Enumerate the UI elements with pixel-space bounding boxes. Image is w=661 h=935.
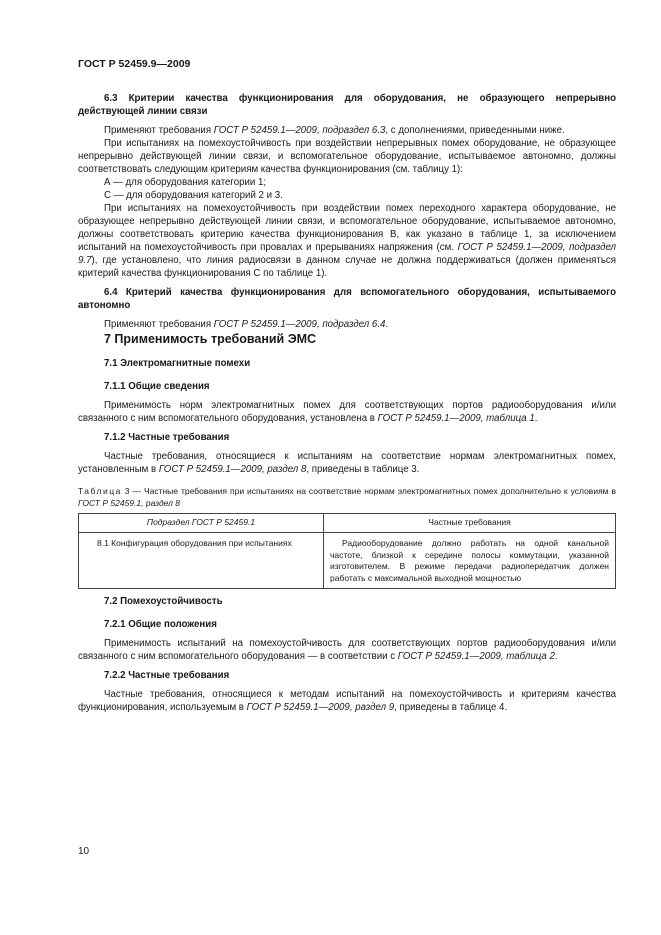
table-3 <box>78 513 616 589</box>
list-item-a: А — для оборудования категории 1; <box>104 177 267 188</box>
section-6-4-title: 6.4 Критерий качества функционирования для вспомогательного оборудования, испытываемого автономно <box>78 287 616 311</box>
section-7-title: 7 Применимость требований ЭМС <box>104 332 317 346</box>
table-3-caption: Таблица 3 — Частные требования при испытаниях на соответствие нормам электромагнитных помех дополнительно к условиям в ГОСТ Р 52459.1, раздел 8 <box>78 486 616 508</box>
section-6-3-para-1: Применяют требования ГОСТ Р 52459.1—2009, подраздел 6.3, с дополнениями, приведенными ниже. <box>104 125 565 136</box>
section-6-3-para-2: При испытаниях на помехоустойчивость при воздействии непрерывных помех оборудование, не образующее непрерывно действующей линии связи, и вспомогательное оборудование, испытываемое автономно, должны соответствовать следующим критериям качества функционирования (см. таблицу 1): <box>78 138 616 175</box>
section-6-3-title: 6.3 Критерии качества функционирования для оборудования, не образующего непрерывно действующей линии связи <box>78 93 616 117</box>
section-7-2-2-title: 7.2.2 Частные требования <box>104 670 230 681</box>
section-7-1-1-para: Применимость норм электромагнитных помех для соответствующих портов радиооборудования и/или связанного с ним вспомогательного оборудования, установлена в ГОСТ Р 52459.1—2009, таблица 1. <box>78 400 616 424</box>
section-7-1-2-para: Частные требования, относящиеся к испытаниям на соответствие нормам электромагнитных помех, установленным в ГОСТ Р 52459.1—2009, раздел 8, приведены в таблице 3. <box>78 451 616 475</box>
page-content <box>78 92 616 714</box>
section-7-1-2-title: 7.1.2 Частные требования <box>104 432 230 443</box>
document-header: ГОСТ Р 52459.9—2009 <box>78 58 191 70</box>
section-7-1-title: 7.1 Электромагнитные помехи <box>104 358 251 369</box>
section-7-1-1-title: 7.1.1 Общие сведения <box>104 381 210 392</box>
table-header-cell: Частные требования <box>324 514 616 533</box>
list-item-c: С — для оборудования категорий 2 и 3. <box>104 190 283 201</box>
section-6-4-para: Применяют требования ГОСТ Р 52459.1—2009, подраздел 6.4. <box>104 319 389 330</box>
section-7-2-1-para: Применимость испытаний на помехоустойчивость для соответствующих портов радиооборудования и/или связанного с ним вспомогательного оборудования — в соответствии с ГОСТ Р 52459.1—2009, таблица 2. <box>78 638 616 662</box>
section-7-2-title: 7.2 Помехоустойчивость <box>104 596 223 607</box>
table-cell: 8.1 Конфигурация оборудования при испытаниях <box>79 533 324 589</box>
table-cell: Радиооборудование должно работать на одной канальной частоте, близкой к середине полосы коммутации, указанной изготовителем. В режиме передачи радиопередатчик должен работать с максимальной выходной мощностью <box>324 533 616 589</box>
table-header-cell: Подраздел ГОСТ Р 52459.1 <box>79 514 324 533</box>
section-6-3-para-3: При испытаниях на помехоустойчивость при воздействии помех переходного характера оборудование, не образующее непрерывно действующей линии связи, и вспомогательное оборудование, испытываемое автономно, должны соответствовать критерию качества функционирования В, как указано в таблице 1, за исключением испытаний на помехоустойчивость при провалах и прерываниях напряжения (см. ГОСТ Р 52459.1—2009, подраздел 9.7), где установлено, что линия радиосвязи в данном случае не должна поддерживаться (должен применяться критерий качества функционирования С по таблице 1). <box>78 203 616 279</box>
section-7-2-2-para: Частные требования, относящиеся к методам испытаний на помехоустойчивость и критериям качества функционирования, используемым в ГОСТ Р 52459.1—2009, раздел 9, приведены в таблице 4. <box>78 689 616 713</box>
table-header-row <box>79 514 616 533</box>
page-number: 10 <box>78 846 90 857</box>
table-row <box>79 533 616 589</box>
section-7-2-1-title: 7.2.1 Общие положения <box>104 619 217 630</box>
